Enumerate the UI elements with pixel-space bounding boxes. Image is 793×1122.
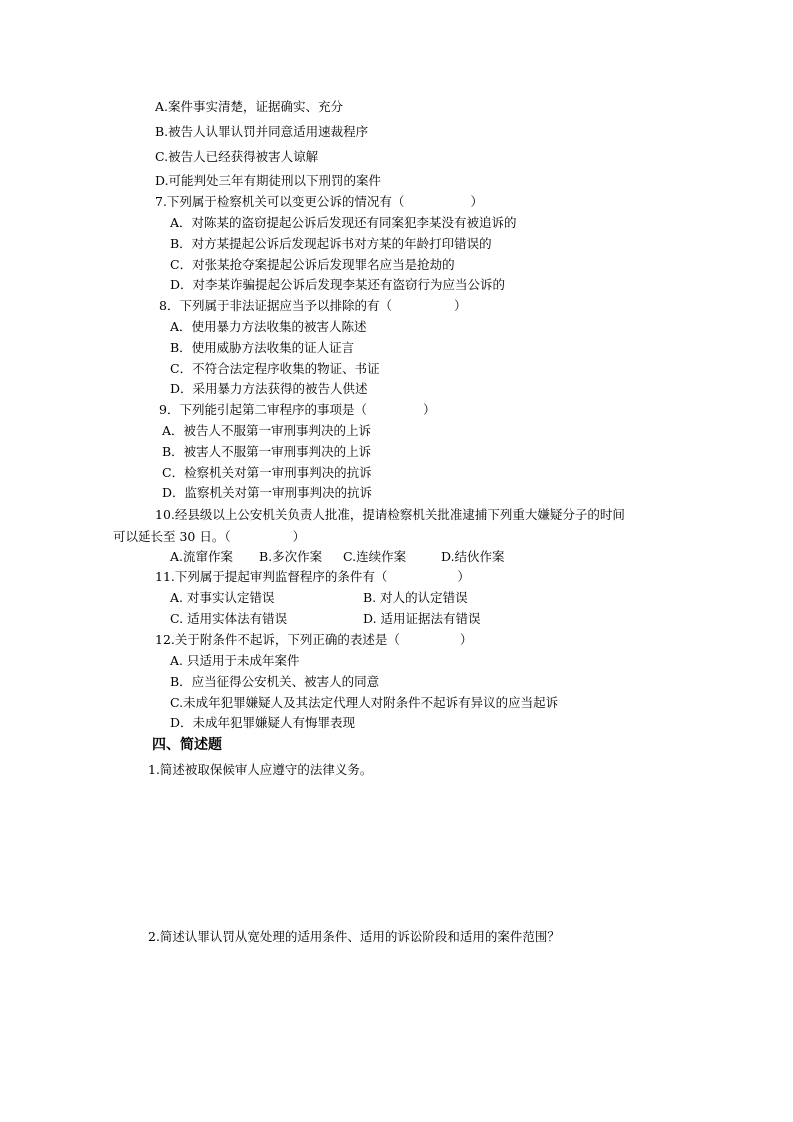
q8-option-c: C．不符合法定程序收集的物证、书证	[170, 361, 380, 376]
q7-option-d: D．对李某诈骗提起公诉后发现李某还有盗窃行为应当公诉的	[170, 277, 506, 292]
q11-stem	[155, 569, 470, 585]
q11-option-b: B. 对人的认定错误	[363, 590, 468, 605]
q8-stem-close: ）	[453, 298, 467, 313]
q8-stem	[159, 298, 466, 314]
q12-option-b: B．应当征得公安机关、被害人的同意	[170, 674, 380, 689]
q10-stem-line1: 10.经县级以上公安机关负责人批准，提请检察机关批准逮捕下列重大嫌疑分子的时间	[155, 507, 625, 522]
q6-option-d: D.可能判处三年有期徒刑以下刑罚的案件	[155, 173, 382, 188]
q9-stem	[159, 402, 435, 418]
q11-stem-text: 11.下列属于提起审判监督程序的条件有（	[155, 569, 388, 584]
q8-option-a: A．使用暴力方法收集的被害人陈述	[170, 319, 367, 334]
q11-option-a: A. 对事实认定错误	[170, 590, 275, 605]
q12-option-d: D．未成年犯罪嫌疑人有悔罪表现	[170, 715, 356, 730]
q12-stem-close: ）	[459, 632, 473, 647]
q7-option-a: A．对陈某的盗窃提起公诉后发现还有同案犯李某没有被追诉的	[170, 215, 517, 230]
q9-option-b: B．被害人不服第一审刑事判决的上诉	[162, 444, 372, 459]
q7-stem-close: ）	[470, 194, 483, 209]
q6-option-b: B.被告人认罪认罚并同意适用速裁程序	[155, 124, 369, 139]
q9-option-a: A．被告人不服第一审刑事判决的上诉	[162, 423, 372, 438]
q9-option-d: D．监察机关对第一审刑事判决的抗诉	[162, 485, 373, 500]
q10-option-a: A.流窜作案	[170, 549, 234, 564]
q12-option-a: A. 只适用于未成年案件	[170, 653, 300, 668]
q10-option-c: C.连续作案	[343, 549, 407, 564]
q8-stem-text: 8．下列属于非法证据应当予以排除的有（	[159, 298, 392, 313]
q8-option-b: B．使用威胁方法收集的证人证言	[170, 340, 355, 355]
q7-stem-text: 7.下列属于检察机关可以变更公诉的情况有（	[155, 194, 405, 209]
q12-stem	[155, 632, 472, 648]
q11-option-c: C. 适用实体法有错误	[170, 611, 288, 626]
q12-option-c: C.未成年犯罪嫌疑人及其法定代理人对附条件不起诉有异议的应当起诉	[170, 695, 559, 710]
q10-option-d: D.结伙作案	[441, 549, 505, 564]
section4-question-1: 1.简述被取保候审人应遵守的法律义务。	[148, 762, 373, 777]
q12-stem-text: 12.关于附条件不起诉，下列正确的表述是（	[155, 632, 400, 647]
q7-option-c: C．对张某抢夺案提起公诉后发现罪名应当是抢劫的	[170, 257, 455, 272]
q11-stem-close: ）	[457, 569, 470, 584]
q9-stem-text: 9．下列能引起第二审程序的事项是（	[159, 402, 367, 417]
q8-option-d: D．采用暴力方法获得的被告人供述	[170, 381, 368, 396]
q6-option-c: C.被告人已经获得被害人谅解	[155, 149, 319, 164]
section4-question-2: 2.简述认罪认罚从宽处理的适用条件、适用的诉讼阶段和适用的案件范围？	[148, 929, 560, 944]
q10-stem-close: ）	[292, 529, 306, 544]
q11-option-d: D. 适用证据法有错误	[363, 611, 481, 626]
q10-option-b: B.多次作案	[259, 549, 323, 564]
q6-option-a: A.案件事实清楚，证据确实、充分	[155, 99, 344, 114]
q7-option-b: B．对方某提起公诉后发现起诉书对方某的年龄打印错误的	[170, 236, 492, 251]
q10-stem-text: 可以延长至 30 日。（	[113, 529, 231, 544]
q10-stem-line2	[113, 529, 305, 545]
q9-option-c: C．检察机关对第一审刑事判决的抗诉	[162, 465, 372, 480]
section4-title: 四、简述题	[152, 737, 222, 753]
q9-stem-close: ）	[422, 402, 436, 417]
q7-stem	[155, 194, 483, 210]
